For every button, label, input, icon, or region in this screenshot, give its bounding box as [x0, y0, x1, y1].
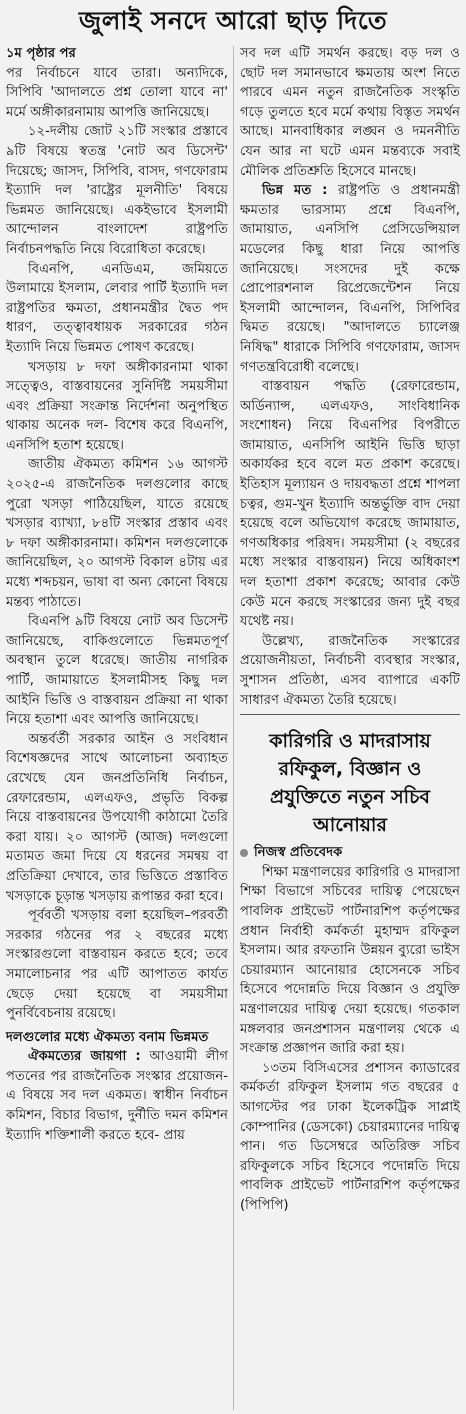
paragraph: ১৩তম বিসিএসের প্রশাসন ক্যাডারের কর্মকর্তা রফিকুল ইসলাম গত বছরের ৫ আগস্টের পর ঢাকা ইলেকট্রিক সাপ্লাই কোম্পানির (ডেসকো) চেয়ারম্যানের দায়িত্ব পান। গত ডিসেম্বরে অতিরিক্ত সচিব রফিকুলকে সচিব হিসেবে পদোন্নতি দিয়ে পাবলিক প্রাইভেট পার্টনারশিপ কর্তৃপক্ষের (পিপিপি): [240, 1060, 460, 1213]
paragraph: বিএনপি, এনডিএম, জমিয়তে উলামায়ে ইসলাম, লেবার পার্টি ইত্যাদি দল রাষ্ট্রপতির ক্ষমতা, প্রধানমন্ত্রীর দ্বৈত পদ ধারণ, তত্ত্বাবধায়ক সরকারের গঠন ইত্যাদি নিয়ে ভিন্নমত পোষণ করেছে।: [6, 261, 228, 355]
paragraph: খসড়ায় ৮ দফা অঙ্গীকারনামা থাকা সত্ত্বেও, বাস্তবায়নের সুনির্দিষ্ট সময়সীমা এবং প্রক্রিয়া সংক্রান্ত নির্দেশনা অনুপস্থিত থাকায় অনেক দল- বিশেষ করে বিএনপি, এনসিপি হতাশ হয়েছে।: [6, 359, 228, 453]
byline: [240, 843, 460, 863]
paragraph: ১২-দলীয় জোট ২১টি সংস্কার প্রস্তাবে ৯টি বিষয়ে স্বতন্ত্র 'নোট অব ডিসেন্ট' দিয়েছে; জাসদ, সিপিবি, বাসদ, গণফোরাম ইত্যাদি দল 'রাষ্ট্রের মূলনীতি' বিষয়ে ভিন্নমত জানিয়েছে। একইভাবে ইসলামী আন্দোলন বাংলাদেশ রাষ্ট্রপতি নির্বাচনপদ্ধতি নিয়ে বিরোধিতা করেছে।: [6, 124, 228, 257]
paragraph: পর নির্বাচনে যাবে তারা। অন্যদিকে, সিপিবি 'আদালতে প্রশ্ন তোলা যাবে না' মর্মে অঙ্গীকারনামায় আপত্তি জানিয়েছে।: [6, 65, 228, 120]
section-subhead: দলগুলোর মধ্যে ঐকমত্য বনাম ভিন্নমত: [6, 1029, 209, 1045]
paragraph-text: আওয়ামী লীগ পতনের পর রাজনৈতিক সংস্কার প্রয়োজন- এ বিষয়ে সব দল একমত। স্বাধীন নির্বাচন কমিশন, বিচার বিভাগ, দুর্নীতি দমন কমিশন ইত্যাদি শক্তিশালী করতে হবে- প্রায়: [6, 1049, 229, 1143]
paragraph: অন্তর্বর্তী সরকার আইন ও সংবিধান বিশেষজ্ঞদের সাথে আলোচনা অব্যাহত রেখেছে যেন জনপ্রতিনিধি নির্বাচন, রেফারেন্ডাম, এলএফও, প্রভৃতি বিকল্প নিয়ে বাস্তবায়নের উপযোগী কাঠামো তৈরি করা যায়। ২০ আগস্ট (আজ) দলগুলো মতামত জমা দিয়ে যে ধরনের সমন্বয় বা প্রতিক্রিয়া দেখাবে, তার ভিত্তিতে প্রস্তাবিত খসড়াকে চূড়ান্ত খসড়ায় রূপান্তর করা হবে।: [6, 731, 228, 904]
paragraph: বিএনপি ৯টি বিষয়ে নোট অব ডিসেন্ট জানিয়েছে, বাকিগুলোতে ভিন্নমতপূর্ণ অবস্থান তুলে ধরেছে। জাতীয় নাগরিক পার্টি, জামায়াতে ইসলামীসহ কিছু দল আইনি ভিত্তি ও বাস্তবায়ন প্রক্রিয়া না থাকা নিয়ে হতাশা এবং আপত্তি জানিয়েছে।: [6, 614, 228, 728]
continuation-label: ১ম পৃষ্ঠার পর: [6, 46, 76, 61]
article-headline: কারিগরি ও মাদরাসায় রফিকুল, বিজ্ঞান ও প্রযুক্তিতে নতুন সচিব আনোয়ার: [269, 730, 431, 837]
section-rule: [240, 714, 460, 715]
column-divider: [233, 46, 234, 1410]
paragraph-lead: ঐকমত্যের জায়গা :: [28, 1049, 141, 1065]
paragraph-text: রাষ্ট্রপতি ও প্রধানমন্ত্রী ক্ষমতার ভারসাম্য প্রশ্নে বিএনপি, জামায়াত, এনসিপি প্রেসিডেন্সিয়াল মডেলের কিছু ধারা নিয়ে আপত্তি জানিয়েছে। সংসদের দুই কক্ষে প্রোপোরশনাল রিপ্রেজেন্টেশন নিয়ে ইসলামী আন্দোলন, বিএনপি, সিপিবির দ্বিমত রয়েছে। "আদালতে চ্যালেঞ্জ নিষিদ্ধ" ধারাকে সিপিবি গণফোরাম, জাসদ গণতন্ত্রবিরোধী বলেছে।: [240, 183, 460, 375]
paragraph-lead: ভিন্ন মত :: [262, 183, 328, 199]
main-headline: জুলাই সনদে আরো ছাড় দিতে: [78, 5, 388, 35]
byline-text: নিজস্ব প্রতিবেদক: [254, 845, 343, 861]
paragraph: সব দল এটি সমর্থন করছে। বড় দল ও ছোট দল সমানভাবে ক্ষমতায় অংশ নিতে পারবে এমন নতুন রাজনৈতিক সংস্কৃতি গড়ে তুলতে হবে মর্মে কথায় বিস্তৃত সমর্থন আছে। মানবাধিকার লঙ্ঘন ও দমননীতি যেন আর না ঘটে এমন মন্তব্যকে সবাই মৌলিক প্রতিশ্রুতি হিসেবে মানছে।: [240, 46, 460, 179]
paragraph: বাস্তবায়ন পদ্ধতি (রেফারেন্ডাম, অর্ডিন্যান্স, এলএফও, সাংবিধানিক সংশোধন) নিয়ে বিএনপির বিপরীতে জামায়াত, এনসিপি আইনি ভিত্তি ছাড়া অকার্যকর হবে বলে মত প্রকাশ করেছে। ইতিহাস মূল্যায়ন ও দায়বদ্ধতা প্রশ্নে শাপলা চত্বর, গুম-খুন ইত্যাদি অন্তর্ভুক্তি বাদ দেয়া হয়েছে বলে অভিযোগ করেছে জামায়াত, গণঅধিকার পরিষদ। সময়সীমা (২ বছরের মধ্যে সংস্কার বাস্তবায়ন) নিয়ে অধিকাংশ দল হতাশা প্রকাশ করেছে; আবার কেউ কেউ মনে করছে সংস্কারের জন্য দুই বছর যথেষ্ট নয়।: [240, 379, 460, 630]
paragraph: পূর্ববর্তী খসড়ায় বলা হয়েছিল–পরবর্তী সরকার গঠনের পর ২ বছরের মধ্যে সংস্কারগুলো বাস্তবায়ন করতে হবে; তবে সমালোচনার পর এটি আপাতত কার্যত ছেড়ে দেয়া হয়েছে বা সময়সীমা পুনর্বিবেচনায় রয়েছে।: [6, 908, 228, 1022]
bullet-icon: [240, 849, 248, 857]
right-column: [240, 44, 460, 1414]
paragraph: [6, 1047, 228, 1145]
left-column: [6, 44, 228, 1414]
paragraph: জাতীয় ঐকমত্য কমিশন ১৬ আগস্ট ২০২৫-এ রাজনৈতিক দলগুলোর কাছে পুরো খসড়া পাঠিয়েছিল, যাতে রয়েছে খসড়ার ব্যাখ্যা, ৮৪টি সংস্কার প্রস্তাব এবং ৮ দফা অঙ্গীকারনামা। কমিশন দলগুলোকে জানিয়েছিল, ২০ আগস্ট বিকাল ৪টায় এর মধ্যে শব্দচয়ন, ভাষা বা অন্য কোনো বিষয়ে মন্তব্য পাঠাতে।: [6, 457, 228, 610]
paragraph: শিক্ষা মন্ত্রণালয়ের কারিগরি ও মাদরাসা শিক্ষা বিভাগে সচিবের দায়িত্ব পেয়েছেন পাবলিক প্রাইভেট পার্টনারশিপ কর্তৃপক্ষের প্রধান নির্বাহী কর্মকর্তা মুহাম্মদ রফিকুল ইসলাম। আর রফতানি উন্নয়ন ব্যুরো ভাইস চেয়ারম্যান আনোয়ার হোসেনকে সচিব হিসেবে পদোন্নতি দিয়ে বিজ্ঞান ও প্রযুক্তি মন্ত্রণালয়ের দায়িত্ব দেয়া হয়েছে। গতকাল মঙ্গলবার জনপ্রশাসন মন্ত্রণালয় থেকে এ সংক্রান্ত প্রজ্ঞাপন জারি করা হয়।: [240, 864, 460, 1057]
paragraph: উল্লেখ্য, রাজনৈতিক সংস্কারের প্রয়োজনীয়তা, নির্বাচনী ব্যবস্থার সংস্কার, সুশাসন প্রতিষ্ঠা, এসব ব্যাপারে একটি সাধারণ ঐকমত্য তৈরি হয়েছে।: [240, 633, 460, 708]
paragraph: [240, 181, 460, 377]
